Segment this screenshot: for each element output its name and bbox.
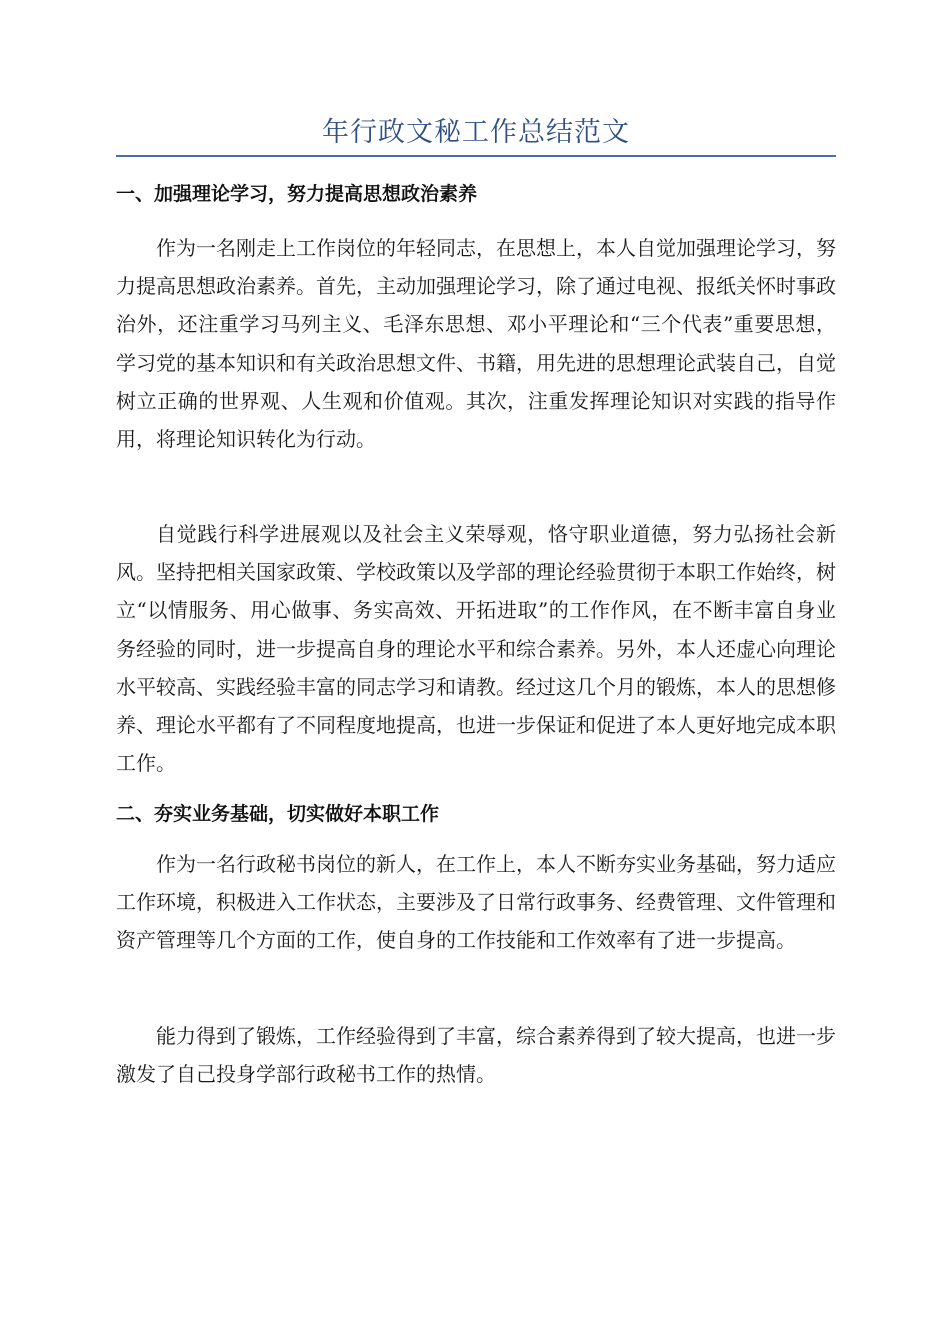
- section-1-paragraph-2: 自觉践行科学进展观以及社会主义荣辱观，恪守职业道德，努力弘扬社会新风。坚持把相关国家政策、学校政策以及学部的理论经验贯彻于本职工作始终，树立“以情服务、用心做事、务实高效、开拓进取”的工作作风，在不断丰富自身业务经验的同时，进一步提高自身的理论水平和综合素养。另外，本人还虚心向理论水平较高、实践经验丰富的同志学习和请教。经过这几个月的锻炼，本人的思想修养、理论水平都有了不同程度地提高，也进一步保证和促进了本人更好地完成本职工作。: [116, 522, 836, 776]
- section-heading-2: 二、夯实业务基础，切实做好本职工作: [116, 803, 440, 825]
- title-underline: [116, 155, 836, 157]
- section-1-paragraph-1: 作为一名刚走上工作岗位的年轻同志，在思想上，本人自觉加强理论学习，努力提高思想政治素养。首先，主动加强理论学习，除了通过电视、报纸关怀时事政治外，还注重学习马列主义、毛泽东思想、邓小平理论和“三个代表”重要思想，学习党的基本知识和有关政治思想文件、书籍，用先进的思想理论武装自己，自觉树立正确的世界观、人生观和价值观。其次，注重发挥理论知识对实践的指导作用，将理论知识转化为行动。: [116, 236, 836, 452]
- section-2-paragraph-2: 能力得到了锻炼，工作经验得到了丰富，综合素养得到了较大提高，也进一步激发了自己投身学部行政秘书工作的热情。: [116, 1024, 836, 1087]
- section-2-paragraph-1: 作为一名行政秘书岗位的新人，在工作上，本人不断夯实业务基础，努力适应工作环境，积极进入工作状态，主要涉及了日常行政事务、经费管理、文件管理和资产管理等几个方面的工作，使自身的工作技能和工作效率有了进一步提高。: [116, 852, 836, 953]
- document-title: 年行政文秘工作总结范文: [322, 117, 630, 148]
- section-heading-1: 一、加强理论学习，努力提高思想政治素养: [116, 183, 478, 205]
